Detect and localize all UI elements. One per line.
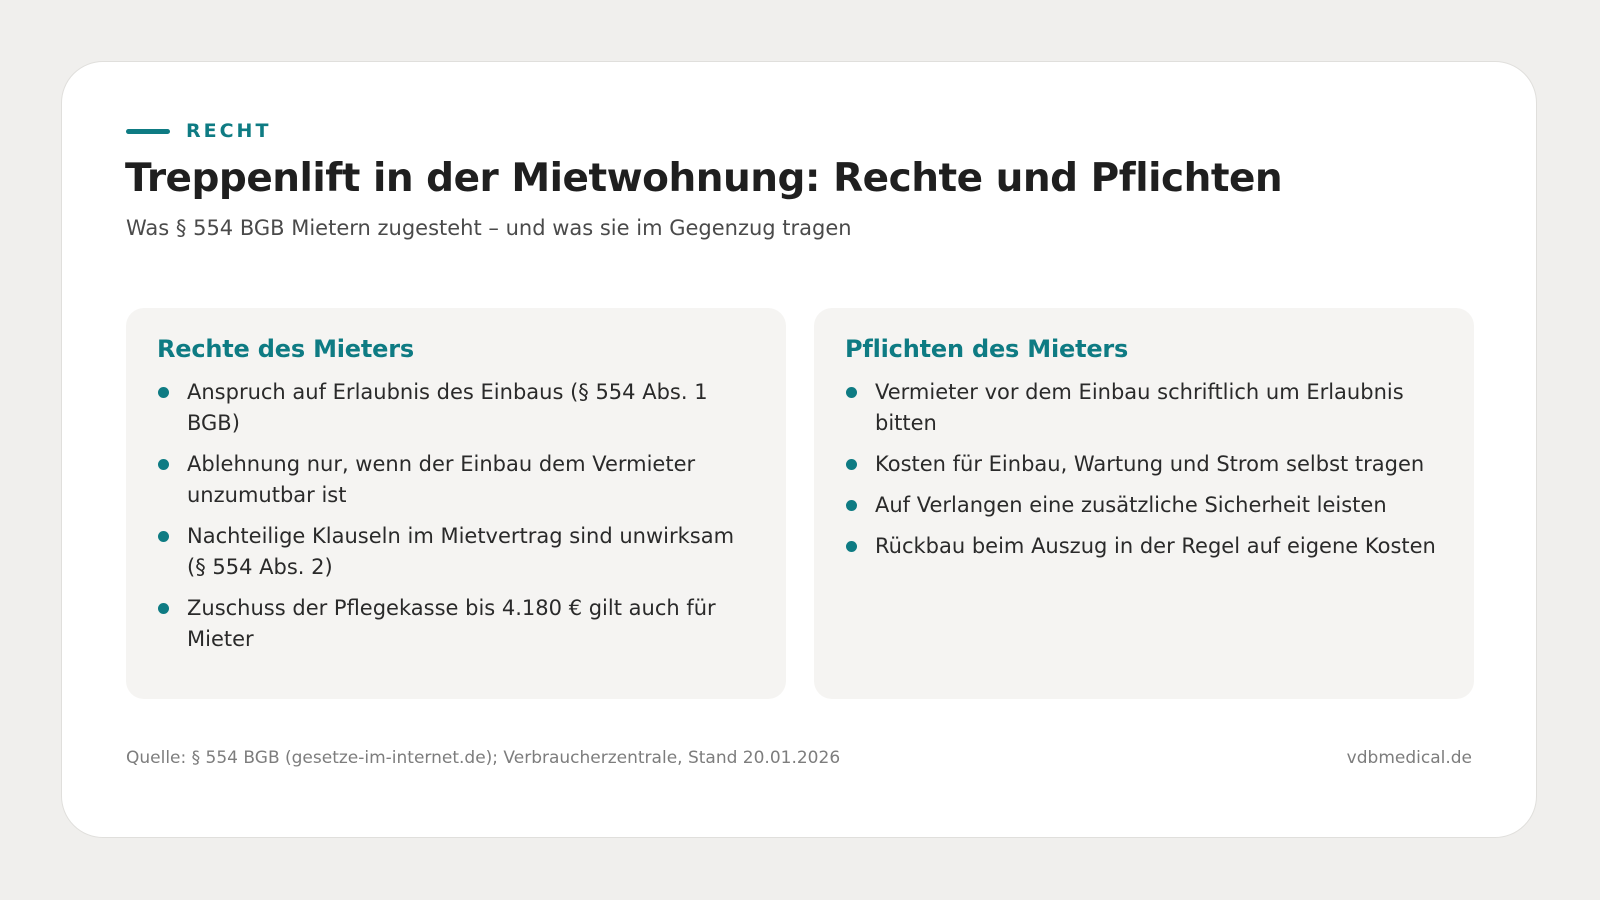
list-item bbox=[845, 449, 1444, 480]
list-item bbox=[157, 449, 756, 511]
bullet-dot-icon bbox=[158, 531, 169, 542]
list-item-text: Nachteilige Klauseln im Mietvertrag sind unwirksam (§ 554 Abs. 2) bbox=[187, 524, 735, 579]
duties-panel-title: Pflichten des Mieters bbox=[845, 335, 1129, 363]
list-item-text: Kosten für Einbau, Wartung und Strom selbst tragen bbox=[875, 452, 1425, 476]
bullet-dot-icon bbox=[846, 541, 857, 552]
accent-line bbox=[126, 129, 170, 134]
brand-label: vdbmedical.de bbox=[1346, 748, 1472, 768]
info-card bbox=[61, 61, 1537, 838]
list-item-text: Vermieter vor dem Einbau schriftlich um Erlaubnis bitten bbox=[875, 380, 1404, 435]
duties-list bbox=[845, 377, 1444, 562]
list-item bbox=[157, 593, 756, 655]
bullet-dot-icon bbox=[158, 603, 169, 614]
list-item-text: Anspruch auf Erlaubnis des Einbaus (§ 554 Abs. 1 BGB) bbox=[187, 380, 708, 435]
eyebrow bbox=[126, 118, 271, 144]
rights-panel-title: Rechte des Mieters bbox=[157, 335, 414, 363]
rights-panel bbox=[126, 308, 786, 699]
list-item bbox=[845, 377, 1444, 439]
duties-panel bbox=[814, 308, 1474, 699]
bullet-dot-icon bbox=[158, 387, 169, 398]
bullet-dot-icon bbox=[158, 459, 169, 470]
rights-list bbox=[157, 377, 756, 655]
list-item-text: Ablehnung nur, wenn der Einbau dem Vermieter unzumutbar ist bbox=[187, 452, 696, 507]
list-item bbox=[157, 521, 756, 583]
source-note: Quelle: § 554 BGB (gesetze-im-internet.de); Verbraucherzentrale, Stand 20.01.2026 bbox=[126, 748, 841, 768]
bullet-dot-icon bbox=[846, 459, 857, 470]
page-subtitle: Was § 554 BGB Mietern zugesteht – und was sie im Gegenzug tragen bbox=[126, 216, 852, 240]
list-item bbox=[845, 531, 1444, 562]
category-label: RECHT bbox=[186, 120, 272, 142]
list-item-text: Auf Verlangen eine zusätzliche Sicherheit leisten bbox=[875, 493, 1387, 517]
list-item-text: Zuschuss der Pflegekasse bis 4.180 € gilt auch für Mieter bbox=[187, 596, 716, 651]
list-item-text: Rückbau beim Auszug in der Regel auf eigene Kosten bbox=[875, 534, 1436, 558]
bullet-dot-icon bbox=[846, 387, 857, 398]
list-item bbox=[157, 377, 756, 439]
page-title: Treppenlift in der Mietwohnung: Rechte und Pflichten bbox=[125, 156, 1283, 201]
list-item bbox=[845, 490, 1444, 521]
bullet-dot-icon bbox=[846, 500, 857, 511]
